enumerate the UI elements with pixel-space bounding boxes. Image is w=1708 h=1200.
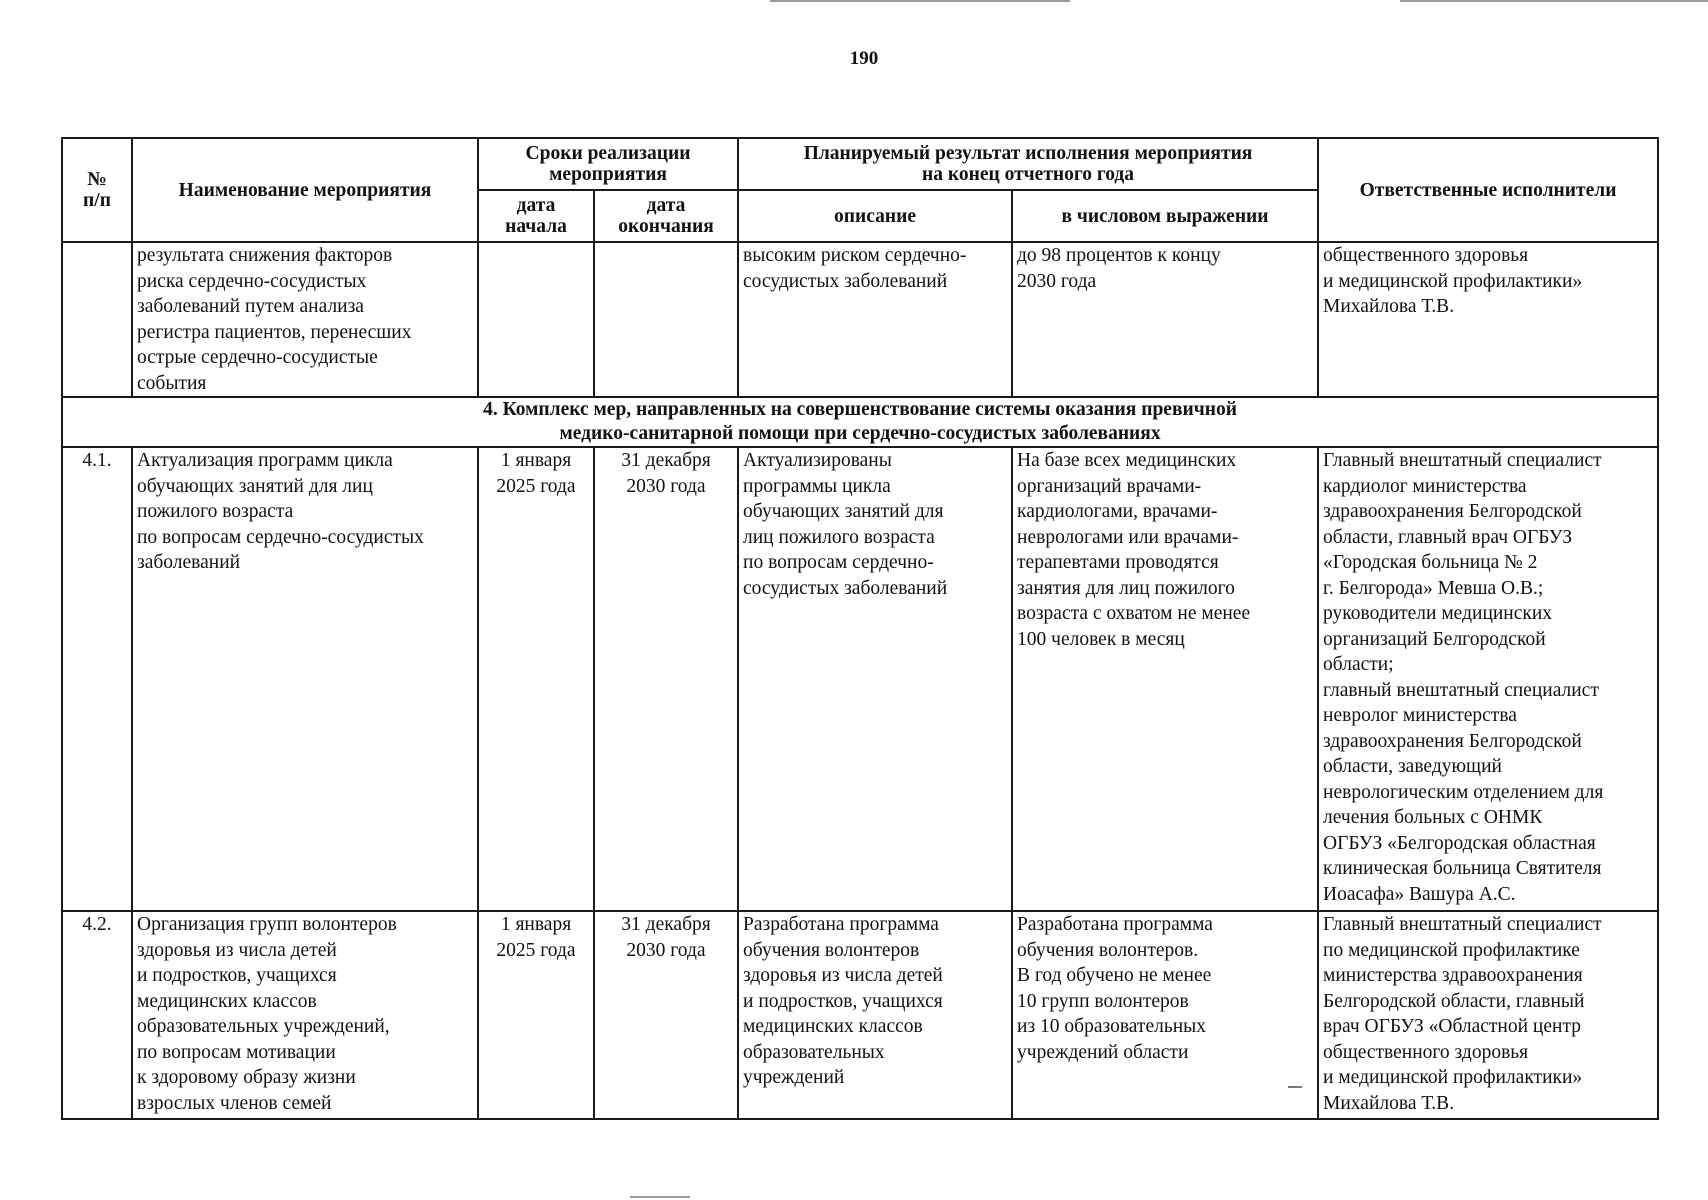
- row-name: результата снижения факторов риска сердечно-сосудистых заболеваний путем анализа регистра пациентов, перенесших острые сердечно-сосудистые события: [132, 242, 478, 397]
- row-responsible: Главный внештатный специалист кардиолог министерства здравоохранения Белгородской области, главный врач ОГБУЗ «Городская больница № 2 г. Белгорода» Мевша О.В.; руководители медицинских организаций Белгородской области; главный внештатный специалист невролог министерства здравоохранения Белгородской области, заведующий неврологическим отделением для лечения больных с ОНМК ОГБУЗ «Белгородская областная клиническая больница Святителя Иоасафа» Вашура А.С.: [1318, 447, 1658, 911]
- row-name: Актуализация программ цикла обучающих занятий для лиц пожилого возраста по вопросам сердечно-сосудистых заболеваний: [132, 447, 478, 911]
- section-title: 4. Комплекс мер, направленных на совершенствование системы оказания превичной медико-санитарной помощи при сердечно-сосудистых заболеваниях: [62, 397, 1658, 447]
- header-period: Сроки реализации мероприятия: [478, 138, 738, 190]
- measures-table: [61, 137, 1659, 1120]
- row-description: высоким риском сердечно- сосудистых заболеваний: [738, 242, 1012, 397]
- row-start: 1 января 2025 года: [478, 911, 594, 1119]
- header-start-date: дата начала: [478, 190, 594, 242]
- row-number: 4.1.: [62, 447, 132, 911]
- scan-edge-line-right: [1400, 0, 1708, 2]
- header-responsible: Ответственные исполнители: [1318, 138, 1658, 242]
- header-end-date: дата окончания: [594, 190, 738, 242]
- row-end: 31 декабря 2030 года: [594, 447, 738, 911]
- row-end: 31 декабря 2030 года: [594, 911, 738, 1119]
- row-start: 1 января 2025 года: [478, 447, 594, 911]
- row-numeric: На базе всех медицинских организаций врачами- кардиологами, врачами- неврологами или врачами- терапевтами проводятся занятия для лиц пожилого возраста с охватом не менее 100 человек в месяц: [1012, 447, 1318, 911]
- row-responsible: Главный внештатный специалист по медицинской профилактике министерства здравоохранения Белгородской области, главный врач ОГБУЗ «Областной центр общественного здоровья и медицинской профилактики» Михайлова Т.В.: [1318, 911, 1658, 1119]
- row-end: [594, 242, 738, 397]
- header-description: описание: [738, 190, 1012, 242]
- scan-edge-line-bottom: [630, 1196, 690, 1198]
- header-numeric: в числовом выражении: [1012, 190, 1318, 242]
- row-numeric: до 98 процентов к концу 2030 года: [1012, 242, 1318, 397]
- table-row: [62, 242, 1658, 397]
- table-row: [62, 911, 1658, 1119]
- row-number: 4.2.: [62, 911, 132, 1119]
- scan-edge-line-left: [770, 0, 1070, 2]
- section-row: [62, 397, 1658, 447]
- header-name: Наименование мероприятия: [132, 138, 478, 242]
- header-result: Планируемый результат исполнения мероприятия на конец отчетного года: [738, 138, 1318, 190]
- row-description: Актуализированы программы цикла обучающих занятий для лиц пожилого возраста по вопросам сердечно- сосудистых заболеваний: [738, 447, 1012, 911]
- row-responsible: общественного здоровья и медицинской профилактики» Михайлова Т.В.: [1318, 242, 1658, 397]
- table-row: [62, 447, 1658, 911]
- row-numeric: Разработана программа обучения волонтеров. В год обучено не менее 10 групп волонтеров из 10 образовательных учреждений области: [1012, 911, 1318, 1119]
- row-name: Организация групп волонтеров здоровья из числа детей и подростков, учащихся медицинских классов образовательных учреждений, по вопросам мотивации к здоровому образу жизни взрослых членов семей: [132, 911, 478, 1119]
- header-number: № п/п: [62, 138, 132, 242]
- row-number: [62, 242, 132, 397]
- row-description: Разработана программа обучения волонтеров здоровья из числа детей и подростков, учащихся медицинских классов образовательных учреждений: [738, 911, 1012, 1119]
- scan-mark: [1288, 1086, 1302, 1088]
- row-start: [478, 242, 594, 397]
- page-number: 190: [849, 48, 879, 69]
